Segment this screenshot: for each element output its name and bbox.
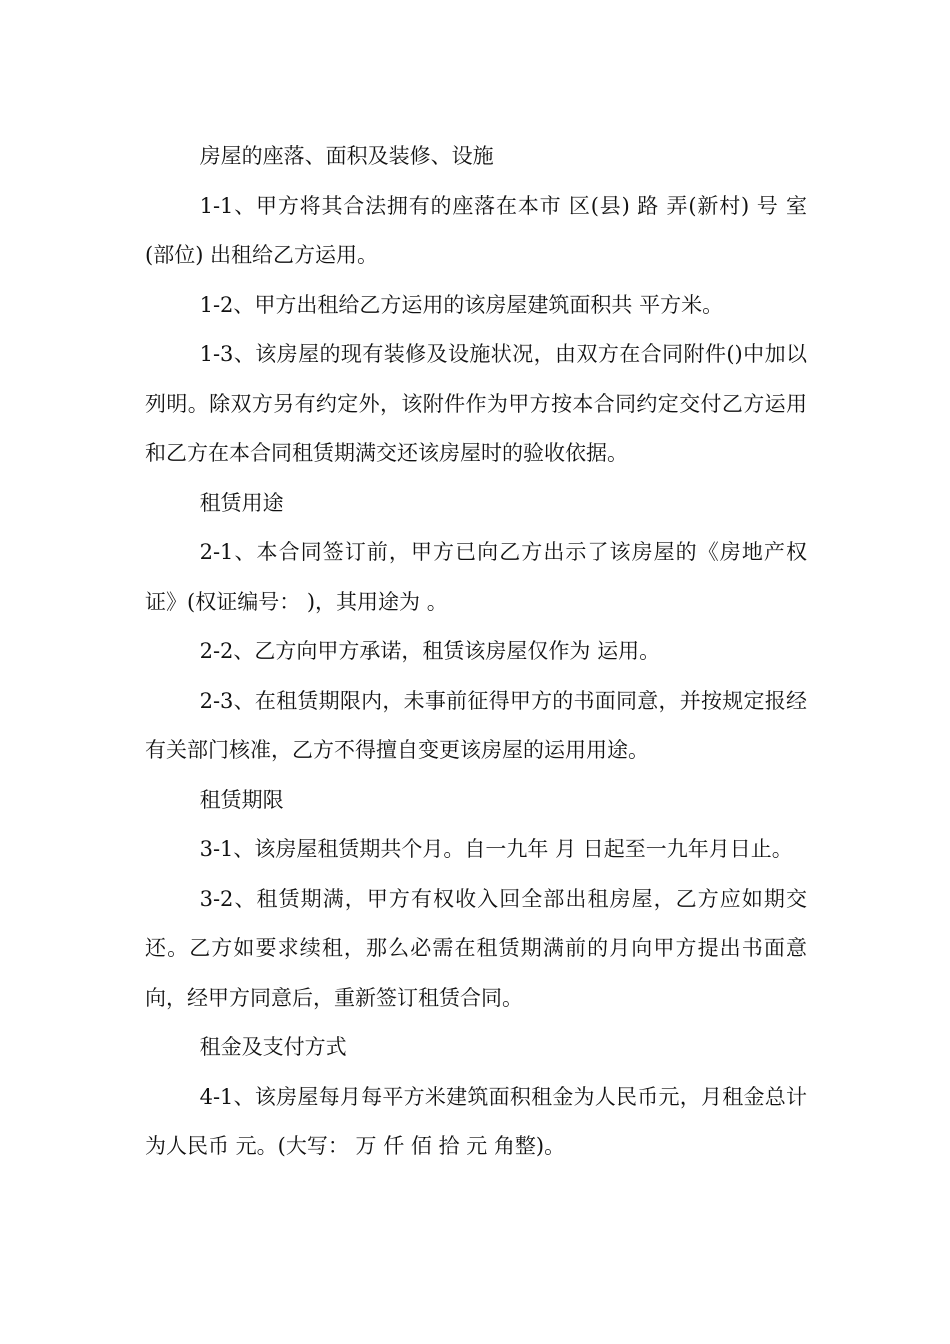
clause-4-1: 4-1、该房屋每月每平方米建筑面积租金为人民币元，月租金总计为人民币 元。(大写： 万 仟 佰 拾 元 角整)。 [145, 1084, 807, 1158]
clause-3-1: 3-1、该房屋租赁期共个月。自一九年 月 日起至一九年月日止。 [199, 837, 793, 861]
section-heading-premises: 房屋的座落、面积及装修、设施 [199, 144, 494, 168]
clause-1-1: 1-1、甲方将其合法拥有的座落在本市 区(县) 路 弄(新村) 号 室(部位) 出租给乙方运用。 [145, 193, 807, 267]
clause-2-1: 2-1、本合同签订前，甲方已向乙方出示了该房屋的《房地产权证》(权证编号： )，其用途为 。 [145, 540, 807, 614]
document-body [145, 132, 807, 1172]
clause-1-3: 1-3、该房屋的现有装修及设施状况，由双方在合同附件()中加以列明。除双方另有约定外，该附件作为甲方按本合同约定交付乙方运用和乙方在本合同租赁期满交还该房屋时的验收依据。 [145, 342, 807, 465]
section-heading-term: 租赁期限 [199, 787, 284, 812]
clause-2-3: 2-3、在租赁期限内，未事前征得甲方的书面同意，并按规定报经有关部门核准，乙方不得擅自变更该房屋的运用用途。 [145, 688, 807, 762]
clause-1-2: 1-2、甲方出租给乙方运用的该房屋建筑面积共 平方米。 [199, 292, 724, 317]
clause-2-2: 2-2、乙方向甲方承诺，租赁该房屋仅作为 运用。 [199, 639, 661, 663]
section-heading-purpose: 租赁用途 [199, 490, 284, 515]
clause-3-2: 3-2、租赁期满，甲方有权收入回全部出租房屋，乙方应如期交还。乙方如要求续租，那么必需在租赁期满前的月向甲方提出书面意向，经甲方同意后，重新签订租赁合同。 [145, 886, 807, 1010]
section-heading-rent: 租金及支付方式 [199, 1035, 347, 1059]
